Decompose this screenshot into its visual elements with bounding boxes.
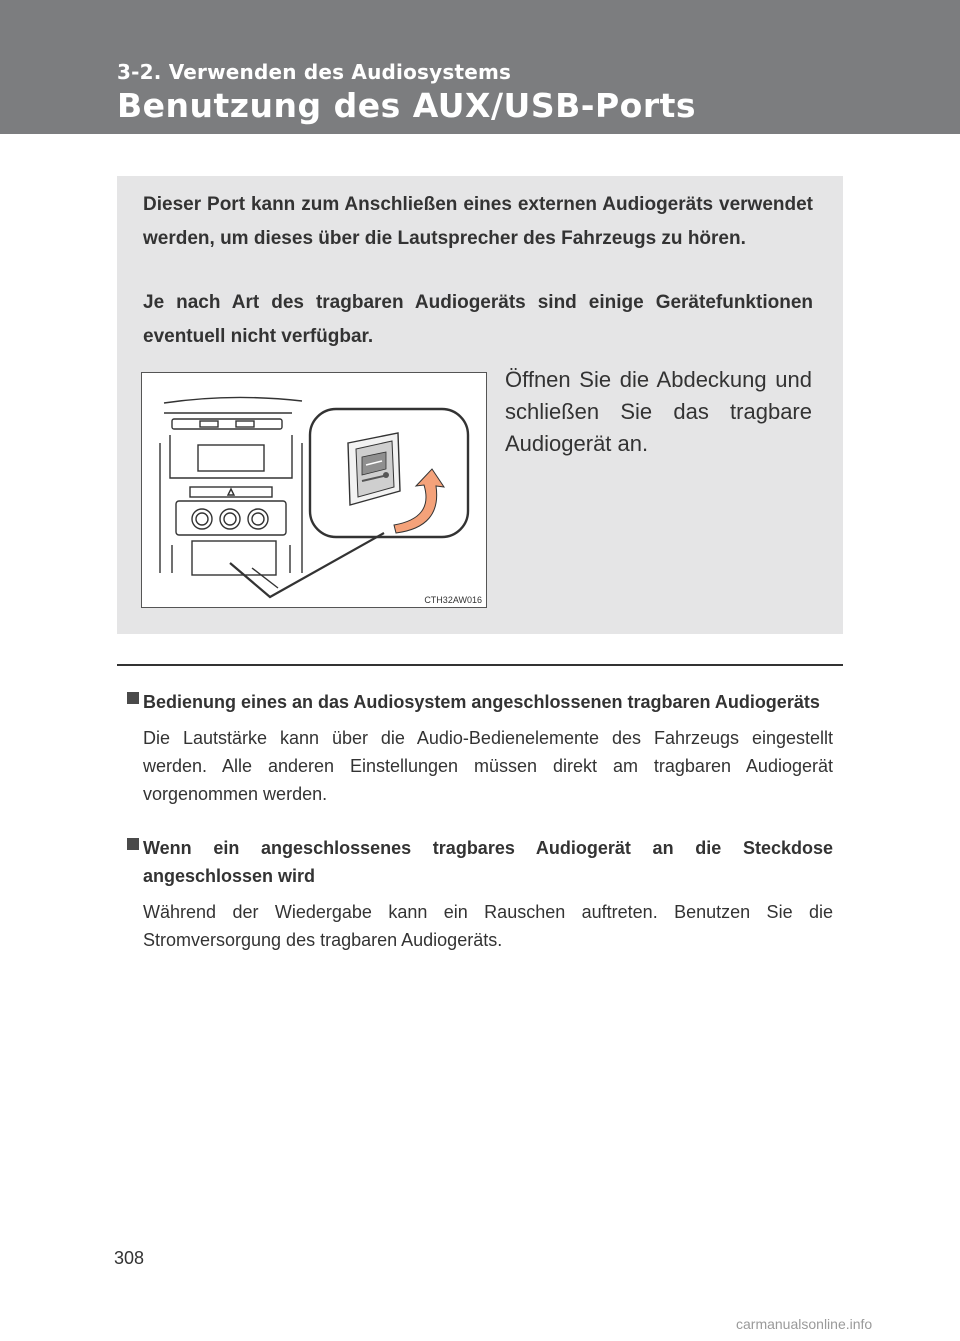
figure-code: CTH32AW016 xyxy=(424,595,482,605)
square-bullet-icon xyxy=(127,838,139,850)
section-label: 3-2. Verwenden des Audiosystems xyxy=(117,60,512,84)
step-instruction: Öffnen Sie die Abdeckung und schließen Sie das tragbare Audiogerät an. xyxy=(505,367,812,456)
air-vent xyxy=(172,419,282,429)
open-cover-arrow-icon xyxy=(394,469,444,533)
page-number: 308 xyxy=(114,1248,145,1268)
climate-knob xyxy=(248,509,268,529)
info-body-2: Während der Wiedergabe kann ein Rauschen auftreten. Benutzen Sie die Stromversorgung des tragbaren Audiogeräts. xyxy=(143,902,833,950)
info-heading-2: Wenn ein angeschlossenes tragbares Audiogerät an die Steckdose angeschlossen wird xyxy=(143,838,833,886)
hazard-icon xyxy=(228,489,234,495)
climate-knob xyxy=(220,509,240,529)
section-divider xyxy=(117,664,843,666)
climate-knob xyxy=(192,509,212,529)
intro-paragraph-2: Je nach Art des tragbaren Audiogeräts sind einige Gerätefunktionen eventuell nicht verfügbar. xyxy=(143,292,813,347)
usb-port-detail xyxy=(348,433,444,533)
info-section-1 xyxy=(117,688,833,808)
info-body-1: Die Lautstärke kann über die Audio-Bedienelemente des Fahrzeugs eingestellt werden. Alle anderen Einstellungen müssen direkt am tragbaren Audiogerät vorgenommen werden. xyxy=(143,728,833,804)
console-drawing xyxy=(142,373,486,607)
intro-box xyxy=(117,176,843,634)
dash-line xyxy=(164,397,302,403)
intro-paragraph-1: Dieser Port kann zum Anschließen eines externen Audiogeräts verwendet werden, um dieses über die Lautsprecher des Fahrzeugs zu hören. xyxy=(143,194,813,249)
info-section-2 xyxy=(117,834,833,954)
info-heading-1: Bedienung eines an das Audiosystem angeschlossenen tragbaren Audiogeräts xyxy=(143,692,820,712)
page-title: Benutzung des AUX/USB-Ports xyxy=(117,86,697,125)
watermark[interactable]: carmanualsonline.info xyxy=(736,1316,873,1332)
display-screen xyxy=(198,445,264,471)
square-bullet-icon xyxy=(127,692,139,704)
callout-pointer xyxy=(230,533,384,597)
usb-port-illustration xyxy=(141,372,487,608)
header-band xyxy=(0,0,960,134)
